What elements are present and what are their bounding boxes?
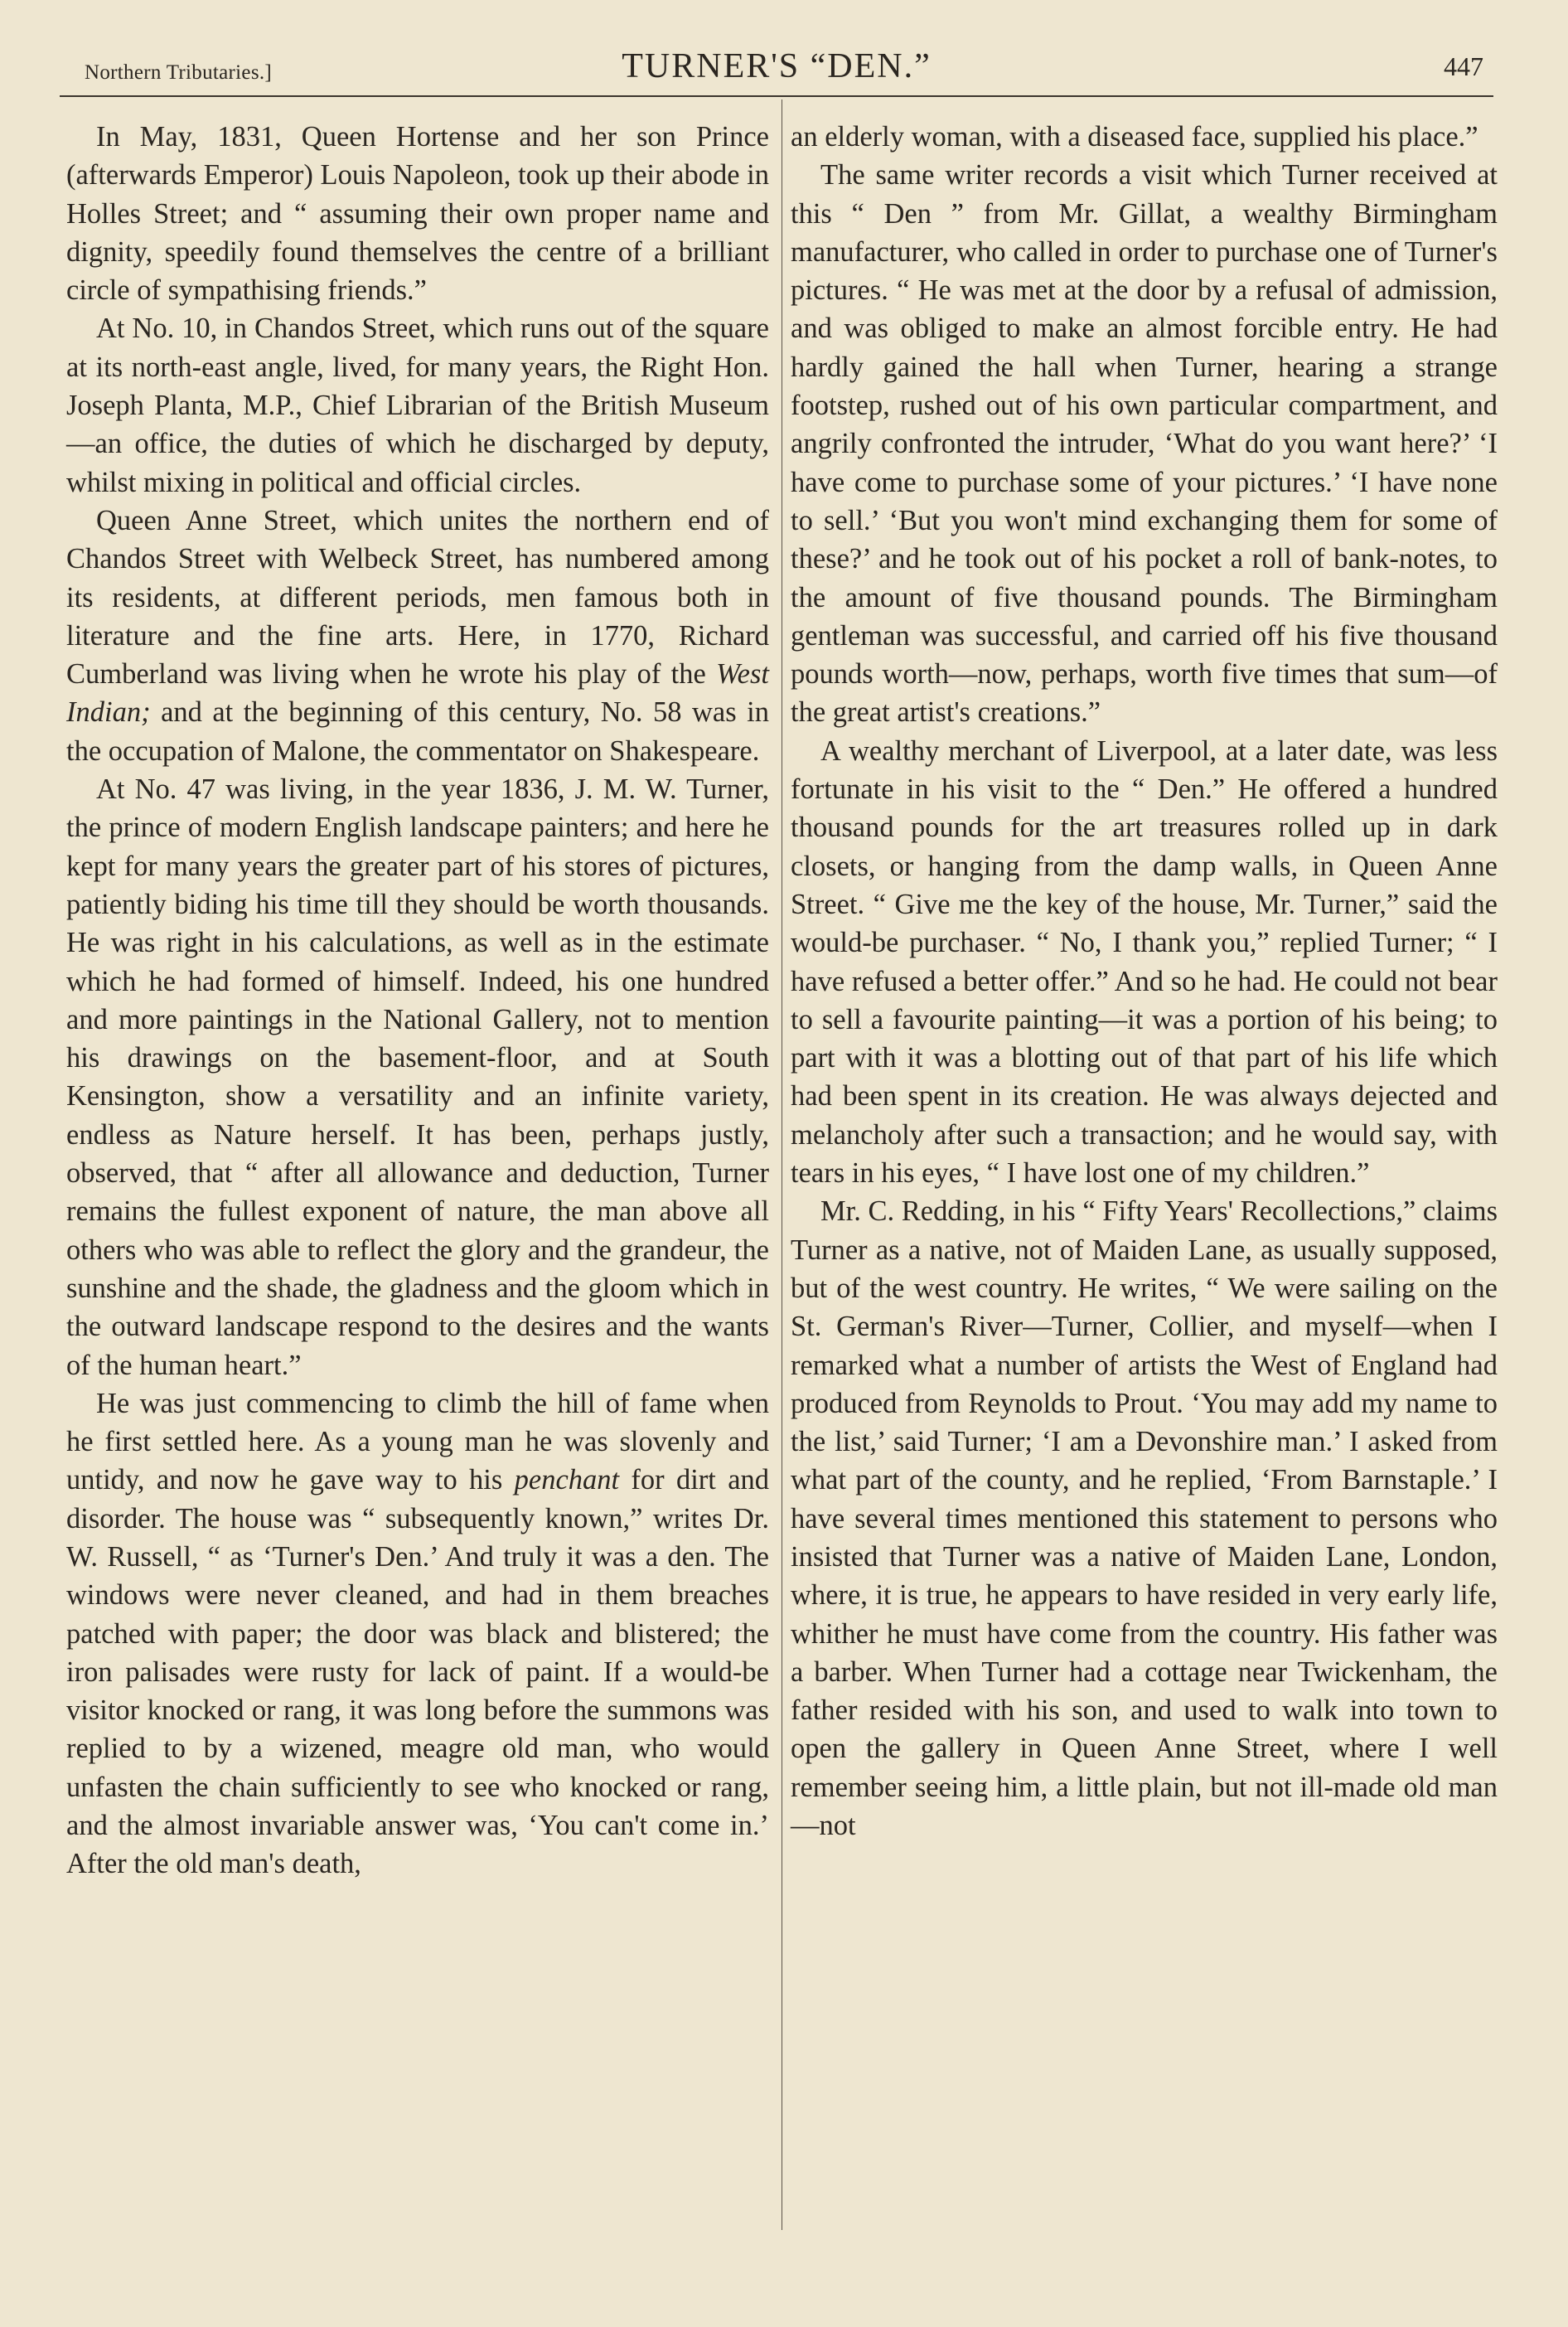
text-run: He was just commencing to climb the hill of fame when he first settled here. As a young man he was slovenly and untidy, and now he gave way to his	[66, 1387, 769, 1496]
page-title: TURNER'S “DEN.”	[622, 47, 932, 85]
paragraph: In May, 1831, Queen Hortense and her son Prince (afterwards Emperor) Louis Napoleon, took up their abode in Holles Street; and “ assuming their own proper name and dignity, speedily found themselves the centre of a brilliant circle of sympathising friends.”	[66, 121, 769, 307]
italic-title: West Indian;	[66, 658, 769, 729]
paragraph-continued: an elderly woman, with a diseased face, supplied his place.”	[791, 121, 1478, 153]
header-rule	[60, 95, 1493, 97]
paragraph: A wealthy merchant of Liverpool, at a later date, was less fortunate in his visit to the “ Den.” He offered a hundred thousand pounds for the art treasures rolled up in dark closets, or hanging from the damp walls, in Queen Anne Street. “ Give me the key of the house, Mr. Turner,” said the would-be purchaser. “ No, I thank you,” replied Turner; “ I have refused a better offer.” And so he had. He could not bear to sell a favourite painting—it was a portion of his being; to part with it was a blotting out of that part of his life which had been spent in its creation. He was always dejected and melancholy after such a transaction; and he would say, with tears in his eyes, “ I have lost one of my children.”	[791, 734, 1498, 1190]
running-section-title: Northern Tributaries.]	[85, 61, 273, 84]
text-run: for dirt and disorder. The house was “ subsequently known,” writes Dr. W. Russell, “ as ‘Turner's Den.’ And truly it was a den. The windows were never cleaned, and had in them breaches patched with paper; the door was black and blistered; the iron palisades were rusty for lack of paint. If a would-be visitor knocked or rang, it was long before the summons was replied to by a wizened, meagre old man, who would unfasten the chain sufficiently to see who knocked or rang, and the almost invariable answer was, ‘You can't come in.’ After the old man's death,	[66, 1464, 770, 1880]
left-column	[66, 118, 769, 1883]
paragraph: At No. 10, in Chandos Street, which runs out of the square at its north-east angle, lived, for many years, the Right Hon. Joseph Planta, M.P., Chief Librarian of the British Museum—an office, the duties of which he discharged by deputy, whilst mixing in political and official circles.	[66, 313, 769, 498]
italic-word: penchant	[514, 1464, 620, 1496]
paragraph: At No. 47 was living, in the year 1836, J. M. W. Turner, the prince of modern English landscape painters; and here he kept for many years the greater part of his stores of pictures, patiently biding his time till they should be worth thousands. He was right in his calculations, as well as in the estimate which he had formed of himself. Indeed, his one hundred and more paintings in the National Gallery, not to mention his drawings on the basement-floor, and at South Kensington, show a versatility and an infinite variety, endless as Nature herself. It has been, perhaps justly, observed, that “ after all allowance and deduction, Turner remains the fullest exponent of nature, the man above all others who was able to reflect the glory and the grandeur, the sunshine and the shade, the gladness and the gloom which in the outward landscape respond to the desires and the wants of the human heart.”	[66, 773, 769, 1381]
text-run: and at the beginning of this century, No. 58 was in the occupation of Malone, the commentator on Shakespeare.	[66, 696, 769, 767]
paragraph: Mr. C. Redding, in his “ Fifty Years' Recollections,” claims Turner as a native, not of Maiden Lane, as usually supposed, but of the west country. He writes, “ We were sailing on the St. German's River—Turner, Collier, and myself—when I remarked what a number of artists the West of England had produced from Reynolds to Prout. ‘You may add my name to the list,’ said Turner; ‘I am a Devonshire man.’ I asked from what part of the county, and he replied, ‘From Barnstaple.’ I have several times mentioned this statement to persons who insisted that Turner was a native of Maiden Lane, London, where, it is true, he appears to have resided in very early life, whither he must have come from the country. His father was a barber. When Turner had a cottage near Twickenham, the father resided with his son, and used to walk into town to open the gallery in Queen Anne Street, where I well remember seeing him, a little plain, but not ill-made old man—not	[791, 1195, 1498, 1842]
right-column	[791, 118, 1498, 1845]
paragraph	[66, 502, 769, 770]
paragraph: The same writer records a visit which Turner received at this “ Den ” from Mr. Gillat, a wealthy Birmingham manufacturer, who called in order to purchase one of Turner's pictures. “ He was met at the door by a refusal of admission, and was obliged to make an almost forcible entry. He had hardly gained the hall when Turner, hearing a strange footstep, rushed out of his own particular compartment, and angrily confronted the intruder, ‘What do you want here?’ ‘I have come to purchase some of your pictures.’ ‘I have none to sell.’ ‘But you won't mind exchanging them for some of these?’ and he took out of his pocket a roll of bank-notes, to the amount of five thousand pounds. The Birmingham gentleman was successful, and carried off his five thousand pounds worth—now, perhaps, worth five times that sum—of the great artist's creations.”	[791, 159, 1498, 729]
page-number: 447	[1444, 51, 1483, 81]
paragraph	[66, 1384, 769, 1883]
text-run: Queen Anne Street, which unites the northern end of Chandos Street with Welbeck Street, has numbered among its residents, at different periods, men famous both in literature and the fine arts. Here, in 1770, Richard Cumberland was living when he wrote his play of the	[66, 504, 769, 691]
page-header	[60, 43, 1493, 93]
